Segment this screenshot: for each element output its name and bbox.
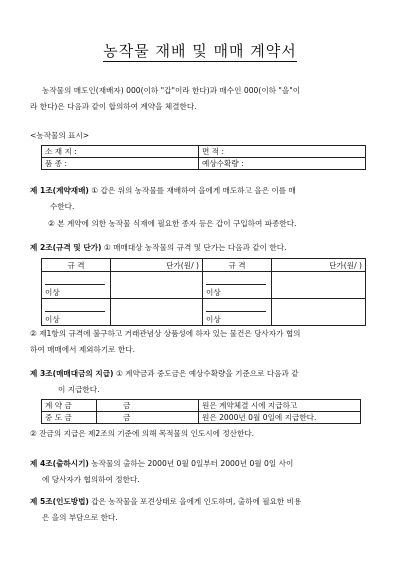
spec-row-1-col-2: 이상 <box>203 272 272 299</box>
price-header-1: 단가(원/ ) <box>111 259 203 272</box>
article-5-line-2: 은 을의 부담으로 한다. <box>42 513 118 522</box>
display-heading: <농작물의 표시> <box>30 131 90 140</box>
area-cell: 면 적 : <box>199 146 366 158</box>
article-2-line-1: 제 2조(규격 및 단가) ① 매매대상 농작물의 규격 및 단가는 다음과 같이 한다. <box>30 243 287 252</box>
price-row-1-col-2 <box>272 272 366 299</box>
spec-price-table <box>41 258 366 326</box>
spec-row-2-col-1: 이상 <box>42 299 111 326</box>
document-title: 농작물 재배 및 매매 계약서 <box>103 42 297 60</box>
deposit-amount: 금 <box>97 400 199 412</box>
interim-amount: 금 <box>97 412 199 424</box>
article-1-line-1: 제 1조(계약재배) ① 갑은 위의 농작물를 재배하여 을에게 매도하고 을은 이를 매 <box>30 186 296 195</box>
deposit-label: 계 약 금 <box>42 400 97 412</box>
article-2-line-2: ② 제1항의 규격에 불구하고 거래관념상 상품성에 하자 있는 물건은 당사자가 협의 <box>30 329 301 338</box>
spec-row-1-col-1: 이상 <box>42 272 111 299</box>
spec-row-2-col-2: 이상 <box>203 299 272 326</box>
crop-display-table <box>41 145 366 170</box>
article-3-line-2: 이 지급한다. <box>58 385 100 394</box>
deposit-terms: 원은 계약체결 시에 지급하고 <box>199 400 361 412</box>
location-cell: 소 재 지 : <box>42 146 199 158</box>
intro-line-2: 라 한다)은 다음과 같이 합의하여 계약을 체결한다. <box>30 102 197 111</box>
article-1-line-2: 수한다. <box>50 202 75 211</box>
article-3-line-3: ② 잔금의 지급은 제2조의 기준에 의해 목적물의 인도시에 정산한다. <box>30 429 255 438</box>
interim-label: 중 도 금 <box>42 412 97 424</box>
article-4-line-2: 에 당사자가 협의하여 정한다. <box>42 475 140 484</box>
article-1-line-3: ② 본 계약에 의한 농작물 식재에 필요한 종자 등은 갑이 구입하여 파종한다. <box>48 219 297 228</box>
interim-terms: 원은 2000년 0월 0일에 지급한다. <box>199 412 361 424</box>
expected-yield-cell: 예상수확량 : <box>199 158 366 170</box>
price-row-2-col-2 <box>272 299 366 326</box>
variety-cell: 품 종 : <box>42 158 199 170</box>
intro-line-1: 농작물의 매도인(재배자) 000(이하 "갑"이라 한다)과 매수인 000(이하 "을"이 <box>42 86 301 95</box>
article-3-line-1: 제 3조(매매대금의 지급) ① 계약금과 중도금은 예상수확량을 기준으로 다음과 같 <box>30 369 299 378</box>
price-header-2: 단가(원/ ) <box>272 259 366 272</box>
spec-header-2: 규 격 <box>203 259 272 272</box>
price-row-1-col-1 <box>111 272 203 299</box>
spec-header-1: 규 격 <box>42 259 111 272</box>
article-5-line-1: 제 5조(인도방법) 갑은 농작물을 포견상태로 을에게 인도하며, 출하에 필요한 비용 <box>30 497 302 506</box>
article-2-line-3: 하여 매매에서 제외하기로 한다. <box>30 345 136 354</box>
article-4-line-1: 제 4조(출하시기) 농작물의 출하는 2000년 0월 0일부터 2000년 0월 0일 사이 <box>30 459 294 468</box>
price-row-2-col-1 <box>111 299 203 326</box>
payment-table <box>41 399 361 424</box>
